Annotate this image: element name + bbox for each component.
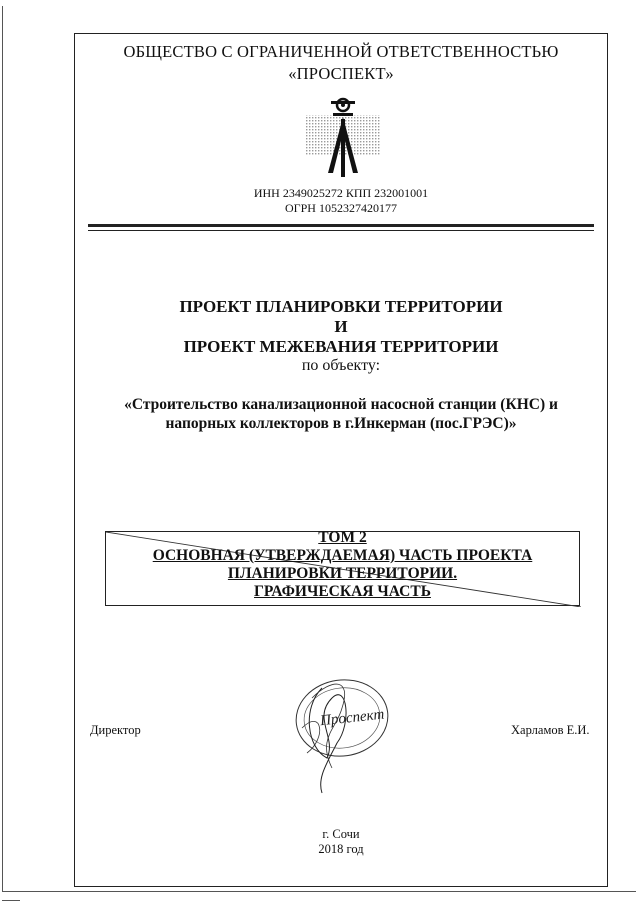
header-rule-thin [88, 230, 594, 231]
sheet-corner-mark [2, 900, 20, 901]
volume-title-line2: ПЛАНИРОВКИ ТЕРРИТОРИИ. [227, 565, 458, 582]
object-line1: «Строительство канализационной насосной станции (КНС) и [124, 396, 558, 413]
director-name: Харламов Е.И. [511, 723, 590, 737]
director-label: Директор [90, 723, 141, 737]
company-name-line2: «ПРОСПЕКТ» [288, 64, 394, 83]
city-line: г. Сочи [322, 827, 360, 841]
year-line: 2018 год [318, 842, 364, 856]
title-line4: по объекту: [301, 357, 381, 374]
ogrn-line: ОГРН 1052327420177 [285, 201, 397, 215]
volume-title-line1: ОСНОВНАЯ (УТВЕРЖДАЕМАЯ) ЧАСТЬ ПРОЕКТА [152, 547, 533, 564]
volume-title-line3: ГРАФИЧЕСКАЯ ЧАСТЬ [254, 583, 431, 600]
volume-number: ТОМ 2 [318, 529, 367, 546]
company-name-line1: ОБЩЕСТВО С ОГРАНИЧЕННОЙ ОТВЕТСТВЕННОСТЬЮ [123, 42, 559, 61]
svg-text:Проспект: Проспект [319, 706, 386, 730]
title-line1: ПРОЕКТ ПЛАНИРОВКИ ТЕРРИТОРИИ [179, 297, 503, 316]
surveyor-tripod-logo-icon [300, 93, 386, 179]
title-line3: ПРОЕКТ МЕЖЕВАНИЯ ТЕРРИТОРИИ [183, 337, 499, 356]
inn-kpp-line: ИНН 2349025272 КПП 232001001 [253, 186, 429, 200]
volume-box [105, 531, 580, 606]
signature-and-stamp [282, 668, 408, 808]
header-rule-thick [88, 224, 594, 227]
title-line2: И [334, 317, 348, 336]
object-line2: напорных коллекторов в г.Инкерман (пос.ГРЭС)» [165, 415, 517, 432]
